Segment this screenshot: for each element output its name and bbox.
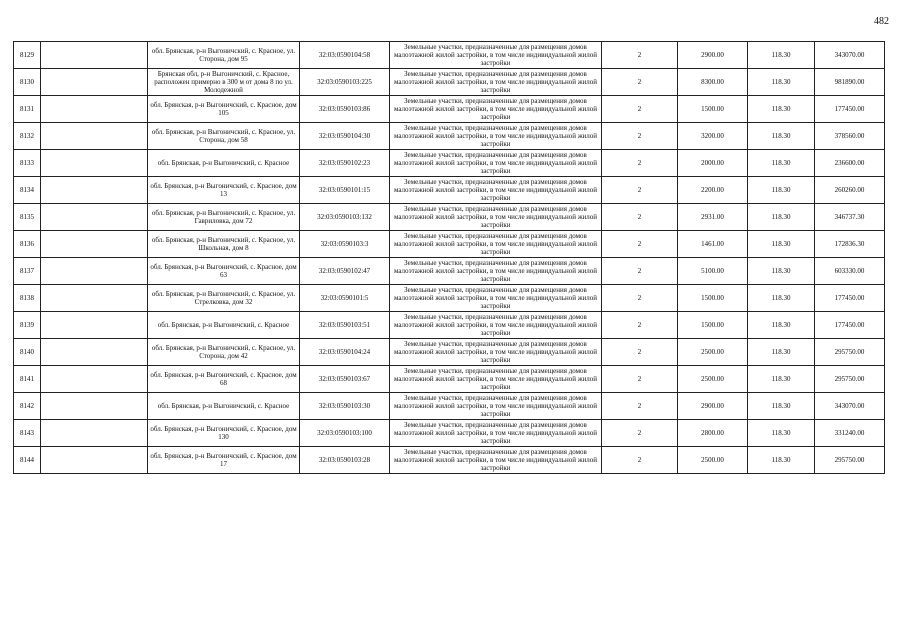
cadastral-value-cell: 981890.00 xyxy=(815,69,885,96)
permitted-use-cell: Земельные участки, предназначенные для размещения домов малоэтажной жилой застройки, в том числе индивидуальной жилой застройки xyxy=(390,204,602,231)
address-cell: Брянская обл, р-н Выгоничский, с. Красное, расположен примерно в 300 м от дома 8 по ул. Молодежной xyxy=(148,69,300,96)
cadastral-value-cell: 177450.00 xyxy=(815,96,885,123)
specific-value-cell: 118.30 xyxy=(748,258,815,285)
row-number-cell: 8136 xyxy=(14,231,41,258)
area-cell: 2800.00 xyxy=(678,420,748,447)
table-row xyxy=(14,150,885,177)
blank-gap-cell xyxy=(41,447,148,474)
land-plot-table xyxy=(13,41,885,474)
row-number-cell: 8143 xyxy=(14,420,41,447)
table-row xyxy=(14,420,885,447)
specific-value-cell: 118.30 xyxy=(748,393,815,420)
blank-gap-cell xyxy=(41,177,148,204)
cadastral-number-cell: 32:03:0590103:132 xyxy=(300,204,390,231)
blank-gap-cell xyxy=(41,339,148,366)
address-cell: обл. Брянская, р-н Выгоничский, с. Красное, ул. Школьная, дом 8 xyxy=(148,231,300,258)
cadastral-number-cell: 32:03:0590104:30 xyxy=(300,123,390,150)
cadastral-number-cell: 32:03:0590103:51 xyxy=(300,312,390,339)
cadastral-number-cell: 32:03:0590103:225 xyxy=(300,69,390,96)
area-cell: 3200.00 xyxy=(678,123,748,150)
cadastral-number-cell: 32:03:0590102:23 xyxy=(300,150,390,177)
group-cell: 2 xyxy=(602,69,678,96)
table-body xyxy=(14,42,885,474)
address-cell: обл. Брянская, р-н Выгоничский, с. Красное, дом 130 xyxy=(148,420,300,447)
group-cell: 2 xyxy=(602,177,678,204)
specific-value-cell: 118.30 xyxy=(748,285,815,312)
cadastral-number-cell: 32:03:0590103:86 xyxy=(300,96,390,123)
area-cell: 1500.00 xyxy=(678,285,748,312)
address-cell: обл. Брянская, р-н Выгоничский, с. Красное, дом 63 xyxy=(148,258,300,285)
cadastral-value-cell: 378560.00 xyxy=(815,123,885,150)
cadastral-value-cell: 603330.00 xyxy=(815,258,885,285)
table-row xyxy=(14,339,885,366)
table-row xyxy=(14,366,885,393)
specific-value-cell: 118.30 xyxy=(748,69,815,96)
area-cell: 1500.00 xyxy=(678,312,748,339)
row-number-cell: 8129 xyxy=(14,42,41,69)
address-cell: обл. Брянская, р-н Выгоничский, с. Красное xyxy=(148,150,300,177)
row-number-cell: 8131 xyxy=(14,96,41,123)
area-cell: 8300.00 xyxy=(678,69,748,96)
blank-gap-cell xyxy=(41,258,148,285)
cadastral-value-cell: 331240.00 xyxy=(815,420,885,447)
address-cell: обл. Брянская, р-н Выгоничский, с. Красное, дом 68 xyxy=(148,366,300,393)
row-number-cell: 8135 xyxy=(14,204,41,231)
table-row xyxy=(14,96,885,123)
specific-value-cell: 118.30 xyxy=(748,366,815,393)
table-row xyxy=(14,69,885,96)
cadastral-value-cell: 236600.00 xyxy=(815,150,885,177)
row-number-cell: 8130 xyxy=(14,69,41,96)
area-cell: 2931.00 xyxy=(678,204,748,231)
table-row xyxy=(14,393,885,420)
permitted-use-cell: Земельные участки, предназначенные для размещения домов малоэтажной жилой застройки, в том числе индивидуальной жилой застройки xyxy=(390,231,602,258)
cadastral-value-cell: 343070.00 xyxy=(815,42,885,69)
blank-gap-cell xyxy=(41,69,148,96)
permitted-use-cell: Земельные участки, предназначенные для размещения домов малоэтажной жилой застройки, в том числе индивидуальной жилой застройки xyxy=(390,285,602,312)
cadastral-value-cell: 346737.30 xyxy=(815,204,885,231)
specific-value-cell: 118.30 xyxy=(748,150,815,177)
blank-gap-cell xyxy=(41,204,148,231)
area-cell: 2500.00 xyxy=(678,339,748,366)
cadastral-value-cell: 260260.00 xyxy=(815,177,885,204)
blank-gap-cell xyxy=(41,150,148,177)
blank-gap-cell xyxy=(41,366,148,393)
table-row xyxy=(14,204,885,231)
row-number-cell: 8141 xyxy=(14,366,41,393)
cadastral-value-cell: 177450.00 xyxy=(815,312,885,339)
permitted-use-cell: Земельные участки, предназначенные для размещения домов малоэтажной жилой застройки, в том числе индивидуальной жилой застройки xyxy=(390,447,602,474)
group-cell: 2 xyxy=(602,150,678,177)
group-cell: 2 xyxy=(602,312,678,339)
cadastral-number-cell: 32:03:0590103:67 xyxy=(300,366,390,393)
cadastral-number-cell: 32:03:0590103:28 xyxy=(300,447,390,474)
blank-gap-cell xyxy=(41,42,148,69)
group-cell: 2 xyxy=(602,231,678,258)
cadastral-value-cell: 172836.30 xyxy=(815,231,885,258)
area-cell: 2200.00 xyxy=(678,177,748,204)
area-cell: 2500.00 xyxy=(678,447,748,474)
area-cell: 1461.00 xyxy=(678,231,748,258)
address-cell: обл. Брянская, р-н Выгоничский, с. Красное, ул. Гавриловка, дом 72 xyxy=(148,204,300,231)
cadastral-number-cell: 32:03:0590101:5 xyxy=(300,285,390,312)
group-cell: 2 xyxy=(602,123,678,150)
permitted-use-cell: Земельные участки, предназначенные для размещения домов малоэтажной жилой застройки, в том числе индивидуальной жилой застройки xyxy=(390,42,602,69)
specific-value-cell: 118.30 xyxy=(748,420,815,447)
row-number-cell: 8138 xyxy=(14,285,41,312)
blank-gap-cell xyxy=(41,231,148,258)
cadastral-number-cell: 32:03:0590101:15 xyxy=(300,177,390,204)
cadastral-number-cell: 32:03:0590103:3 xyxy=(300,231,390,258)
permitted-use-cell: Земельные участки, предназначенные для размещения домов малоэтажной жилой застройки, в том числе индивидуальной жилой застройки xyxy=(390,420,602,447)
area-cell: 5100.00 xyxy=(678,258,748,285)
area-cell: 1500.00 xyxy=(678,96,748,123)
address-cell: обл. Брянская, р-н Выгоничский, с. Красное xyxy=(148,393,300,420)
table-row xyxy=(14,42,885,69)
blank-gap-cell xyxy=(41,312,148,339)
blank-gap-cell xyxy=(41,285,148,312)
specific-value-cell: 118.30 xyxy=(748,312,815,339)
address-cell: обл. Брянская, р-н Выгоничский, с. Красное, ул. Стрелковка, дом 32 xyxy=(148,285,300,312)
cadastral-value-cell: 295750.00 xyxy=(815,447,885,474)
row-number-cell: 8132 xyxy=(14,123,41,150)
cadastral-number-cell: 32:03:0590103:30 xyxy=(300,393,390,420)
address-cell: обл. Брянская, р-н Выгоничский, с. Красное, дом 17 xyxy=(148,447,300,474)
specific-value-cell: 118.30 xyxy=(748,123,815,150)
permitted-use-cell: Земельные участки, предназначенные для размещения домов малоэтажной жилой застройки, в том числе индивидуальной жилой застройки xyxy=(390,177,602,204)
group-cell: 2 xyxy=(602,447,678,474)
cadastral-number-cell: 32:03:0590103:100 xyxy=(300,420,390,447)
row-number-cell: 8139 xyxy=(14,312,41,339)
blank-gap-cell xyxy=(41,123,148,150)
cadastral-number-cell: 32:03:0590104:24 xyxy=(300,339,390,366)
address-cell: обл. Брянская, р-н Выгоничский, с. Красное, дом 13 xyxy=(148,177,300,204)
cadastral-value-cell: 295750.00 xyxy=(815,366,885,393)
permitted-use-cell: Земельные участки, предназначенные для размещения домов малоэтажной жилой застройки, в том числе индивидуальной жилой застройки xyxy=(390,69,602,96)
specific-value-cell: 118.30 xyxy=(748,339,815,366)
specific-value-cell: 118.30 xyxy=(748,177,815,204)
table-row xyxy=(14,312,885,339)
address-cell: обл. Брянская, р-н Выгоничский, с. Красное, дом 105 xyxy=(148,96,300,123)
group-cell: 2 xyxy=(602,339,678,366)
row-number-cell: 8133 xyxy=(14,150,41,177)
row-number-cell: 8140 xyxy=(14,339,41,366)
group-cell: 2 xyxy=(602,42,678,69)
group-cell: 2 xyxy=(602,393,678,420)
specific-value-cell: 118.30 xyxy=(748,204,815,231)
cadastral-value-cell: 177450.00 xyxy=(815,285,885,312)
permitted-use-cell: Земельные участки, предназначенные для размещения домов малоэтажной жилой застройки, в том числе индивидуальной жилой застройки xyxy=(390,339,602,366)
group-cell: 2 xyxy=(602,258,678,285)
cadastral-number-cell: 32:03:0590102:47 xyxy=(300,258,390,285)
address-cell: обл. Брянская, р-н Выгоничский, с. Красное, ул. Сторона, дом 95 xyxy=(148,42,300,69)
table-row xyxy=(14,231,885,258)
table-row xyxy=(14,123,885,150)
specific-value-cell: 118.30 xyxy=(748,42,815,69)
permitted-use-cell: Земельные участки, предназначенные для размещения домов малоэтажной жилой застройки, в том числе индивидуальной жилой застройки xyxy=(390,393,602,420)
row-number-cell: 8142 xyxy=(14,393,41,420)
page-number: 482 xyxy=(874,16,889,27)
specific-value-cell: 118.30 xyxy=(748,231,815,258)
address-cell: обл. Брянская, р-н Выгоничский, с. Красное xyxy=(148,312,300,339)
permitted-use-cell: Земельные участки, предназначенные для размещения домов малоэтажной жилой застройки, в том числе индивидуальной жилой застройки xyxy=(390,150,602,177)
address-cell: обл. Брянская, р-н Выгоничский, с. Красное, ул. Сторона, дом 58 xyxy=(148,123,300,150)
group-cell: 2 xyxy=(602,366,678,393)
area-cell: 2500.00 xyxy=(678,366,748,393)
table-row xyxy=(14,258,885,285)
cadastral-number-cell: 32:03:0590104:58 xyxy=(300,42,390,69)
group-cell: 2 xyxy=(602,96,678,123)
area-cell: 2900.00 xyxy=(678,42,748,69)
row-number-cell: 8134 xyxy=(14,177,41,204)
permitted-use-cell: Земельные участки, предназначенные для размещения домов малоэтажной жилой застройки, в том числе индивидуальной жилой застройки xyxy=(390,312,602,339)
permitted-use-cell: Земельные участки, предназначенные для размещения домов малоэтажной жилой застройки, в том числе индивидуальной жилой застройки xyxy=(390,96,602,123)
permitted-use-cell: Земельные участки, предназначенные для размещения домов малоэтажной жилой застройки, в том числе индивидуальной жилой застройки xyxy=(390,366,602,393)
group-cell: 2 xyxy=(602,204,678,231)
specific-value-cell: 118.30 xyxy=(748,447,815,474)
row-number-cell: 8137 xyxy=(14,258,41,285)
area-cell: 2900.00 xyxy=(678,393,748,420)
table-row xyxy=(14,177,885,204)
permitted-use-cell: Земельные участки, предназначенные для размещения домов малоэтажной жилой застройки, в том числе индивидуальной жилой застройки xyxy=(390,258,602,285)
specific-value-cell: 118.30 xyxy=(748,96,815,123)
blank-gap-cell xyxy=(41,96,148,123)
cadastral-value-cell: 295750.00 xyxy=(815,339,885,366)
blank-gap-cell xyxy=(41,393,148,420)
group-cell: 2 xyxy=(602,420,678,447)
cadastral-value-cell: 343070.00 xyxy=(815,393,885,420)
area-cell: 2000.00 xyxy=(678,150,748,177)
blank-gap-cell xyxy=(41,420,148,447)
table-row xyxy=(14,285,885,312)
permitted-use-cell: Земельные участки, предназначенные для размещения домов малоэтажной жилой застройки, в том числе индивидуальной жилой застройки xyxy=(390,123,602,150)
table-row xyxy=(14,447,885,474)
address-cell: обл. Брянская, р-н Выгоничский, с. Красное, ул. Сторона, дом 42 xyxy=(148,339,300,366)
group-cell: 2 xyxy=(602,285,678,312)
row-number-cell: 8144 xyxy=(14,447,41,474)
